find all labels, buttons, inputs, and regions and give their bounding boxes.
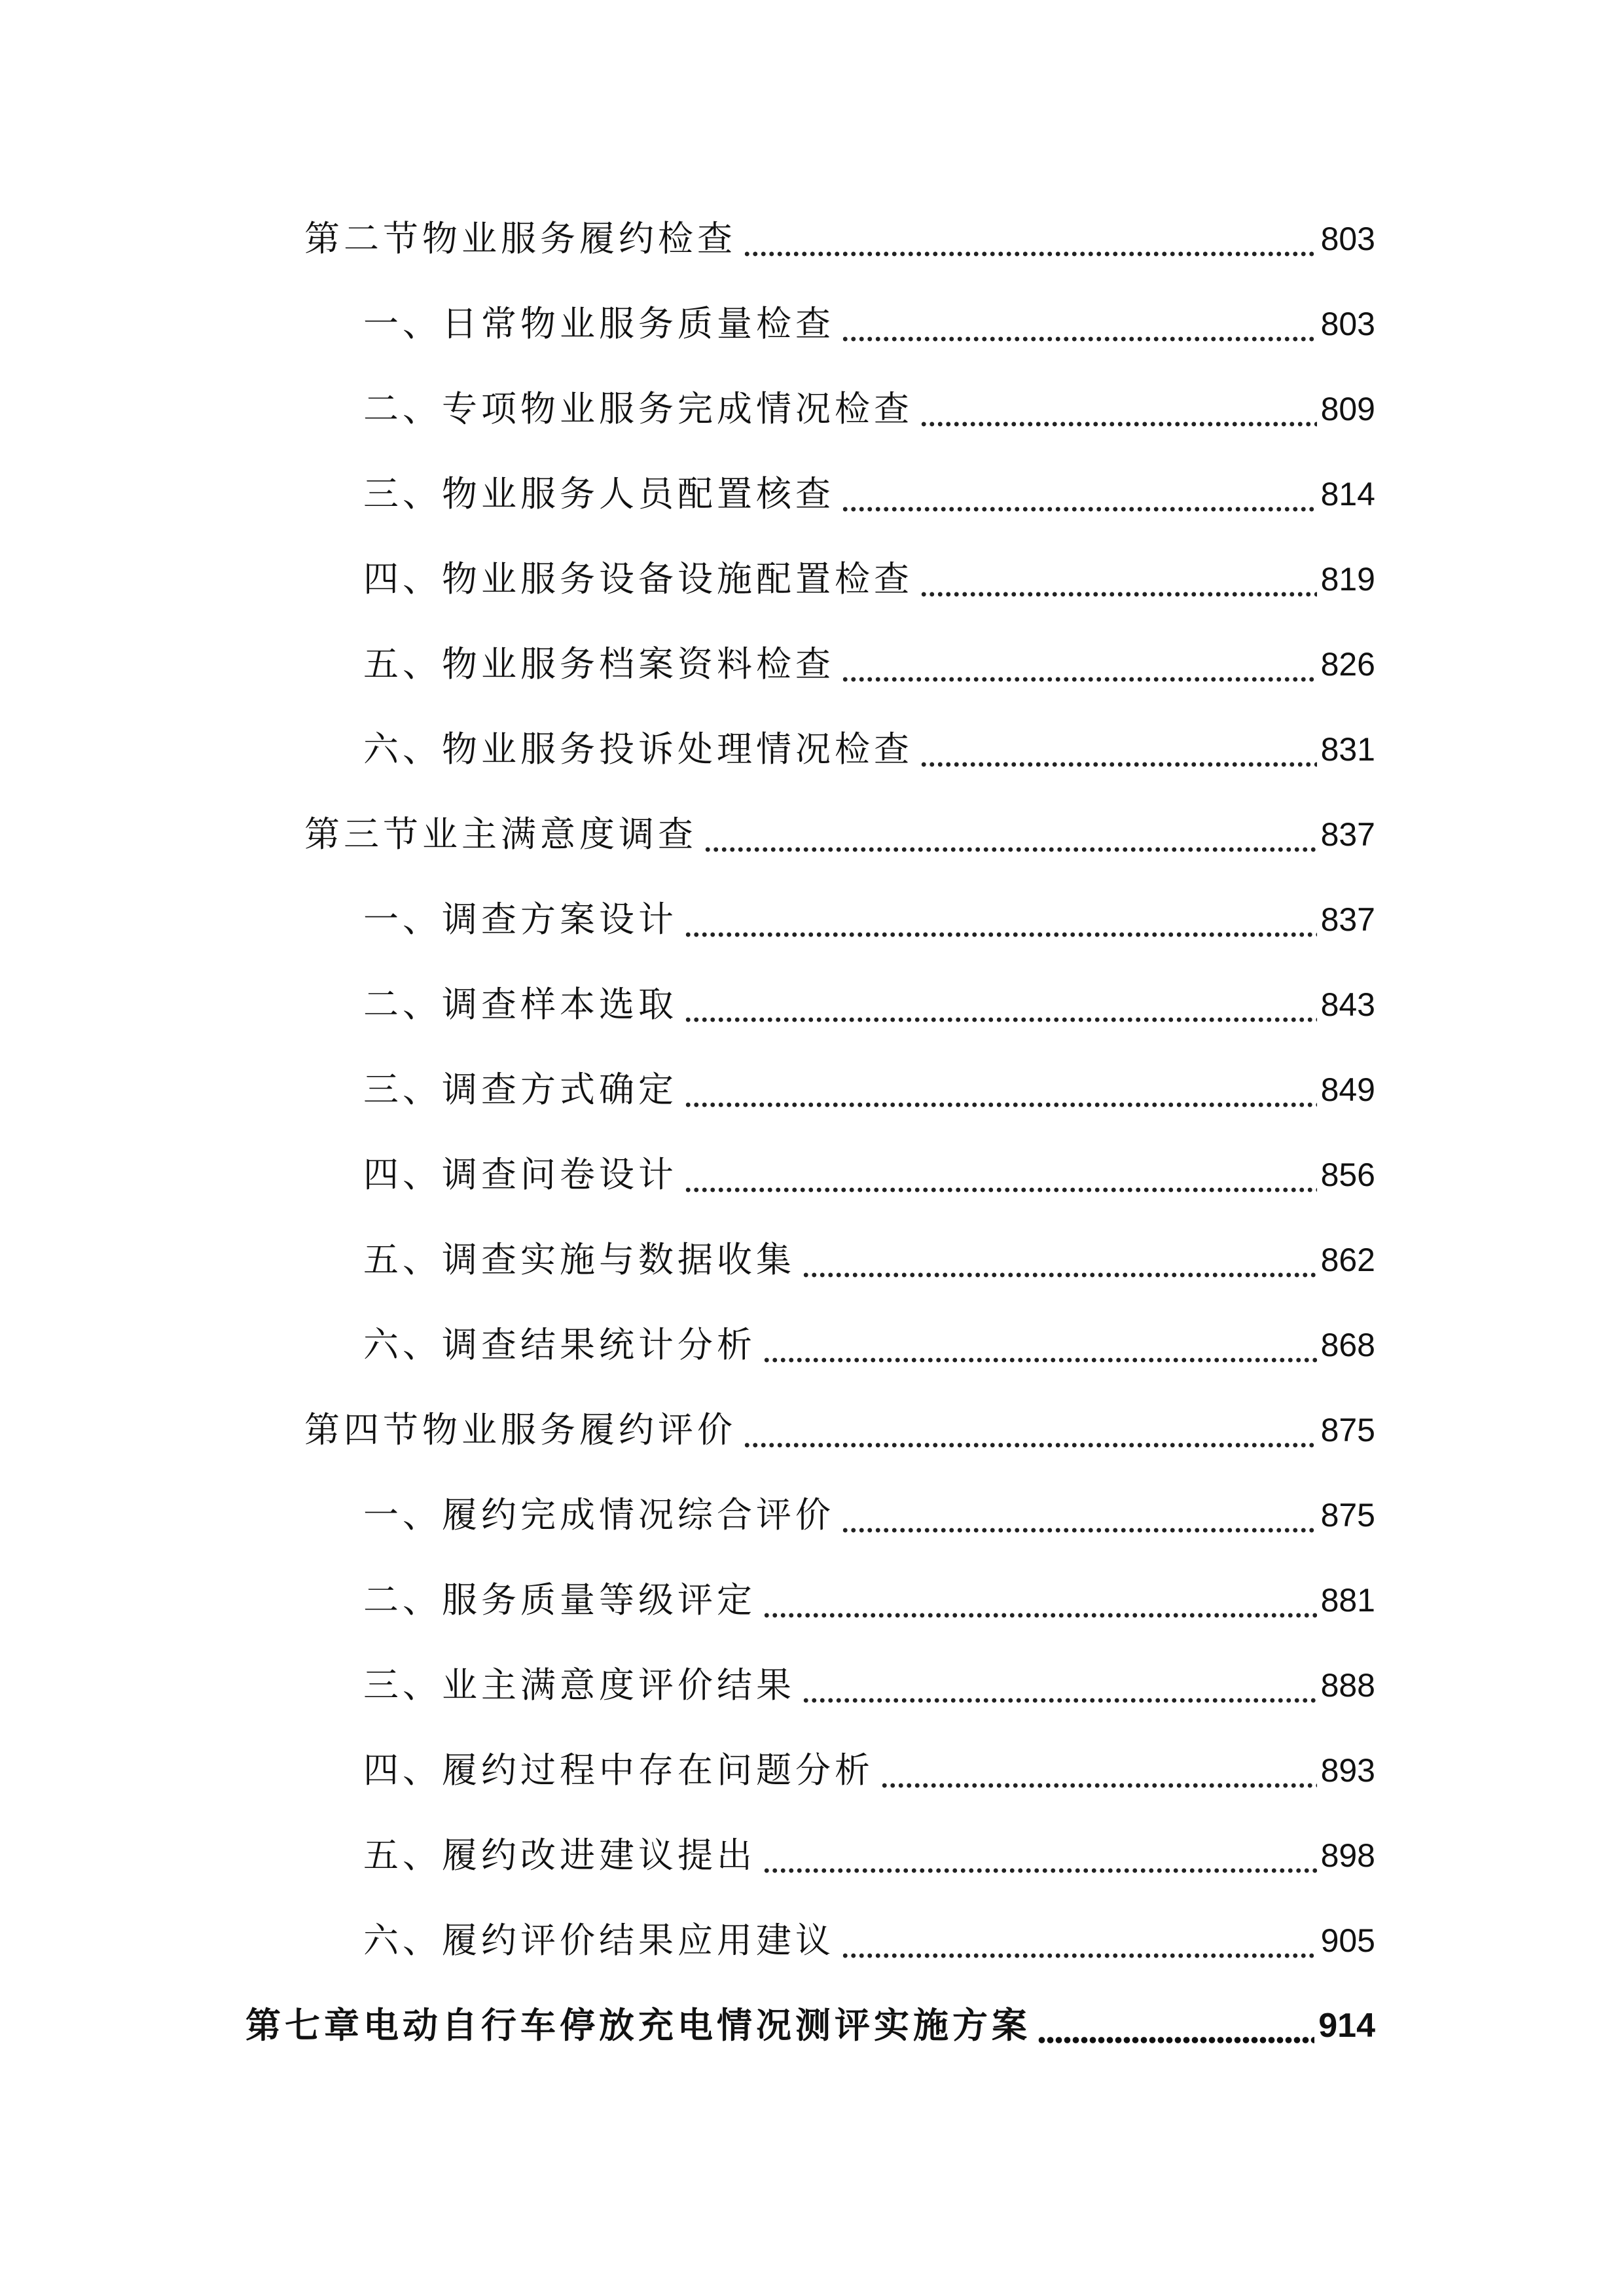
toc-entry-section[interactable] — [304, 1404, 1375, 1456]
toc-entry-page-number: 881 — [1320, 1582, 1375, 1619]
toc-entry-page-number: 814 — [1320, 476, 1375, 512]
toc-entry-page-number: 837 — [1320, 816, 1375, 853]
dot-leader — [920, 553, 1317, 605]
toc-entry-item[interactable] — [363, 468, 1375, 520]
dot-leader — [802, 1234, 1317, 1286]
toc-entry-item[interactable] — [363, 978, 1375, 1031]
toc-entry-page-number: 843 — [1320, 986, 1375, 1023]
dot-leader — [1038, 2000, 1314, 2052]
toc-entry-title: 二、调查样本选取 — [363, 984, 677, 1025]
toc-entry-title: 第三节业主满意度调查 — [304, 814, 697, 855]
toc-entry-page-number: 875 — [1320, 1497, 1375, 1534]
toc-entry-title: 三、物业服务人员配置核查 — [363, 473, 835, 514]
toc-entry-page-number: 803 — [1320, 221, 1375, 257]
toc-entry-page-number: 862 — [1320, 1242, 1375, 1278]
toc-entry-title: 一、日常物业服务质量检查 — [363, 303, 835, 344]
toc-entry-title: 一、履约完成情况综合评价 — [363, 1494, 835, 1535]
dot-leader — [880, 1744, 1317, 1797]
toc-entry-title: 四、物业服务设备设施配置检查 — [363, 558, 913, 600]
toc-entry-section[interactable] — [304, 213, 1375, 265]
toc-entry-title: 二、专项物业服务完成情况检查 — [363, 388, 913, 429]
toc-entry-title: 五、履约改进建议提出 — [363, 1835, 756, 1876]
toc-entry-page-number: 856 — [1320, 1157, 1375, 1193]
toc-entry-page-number: 826 — [1320, 646, 1375, 683]
toc-entry-item[interactable] — [363, 383, 1375, 435]
toc-entry-page-number: 914 — [1318, 2007, 1375, 2045]
toc-entry-title: 五、物业服务档案资料检查 — [363, 643, 835, 685]
toc-entry-item[interactable] — [363, 1744, 1375, 1797]
toc-entry-page-number: 905 — [1320, 1922, 1375, 1959]
toc-entry-title: 三、调查方式确定 — [363, 1069, 677, 1110]
dot-leader — [841, 1489, 1317, 1541]
toc-entry-item[interactable] — [363, 893, 1375, 946]
toc-entry-item[interactable] — [363, 1659, 1375, 1712]
toc-entry-item[interactable] — [363, 1574, 1375, 1626]
dot-leader — [841, 1914, 1317, 1967]
dot-leader — [802, 1659, 1317, 1712]
dot-leader — [684, 1149, 1317, 1201]
dot-leader — [684, 978, 1317, 1031]
toc-entry-title: 六、调查结果统计分析 — [363, 1324, 756, 1365]
toc-entry-page-number: 849 — [1320, 1071, 1375, 1108]
toc-entry-title: 六、履约评价结果应用建议 — [363, 1920, 835, 1961]
dot-leader — [920, 723, 1317, 776]
dot-leader — [763, 1319, 1317, 1371]
dot-leader — [841, 468, 1317, 520]
dot-leader — [920, 383, 1317, 435]
toc-entry-page-number: 803 — [1320, 306, 1375, 342]
toc-entry-item[interactable] — [363, 298, 1375, 350]
toc-entry-title: 六、物业服务投诉处理情况检查 — [363, 728, 913, 770]
toc-entry-item[interactable] — [363, 1064, 1375, 1116]
dot-leader — [743, 1404, 1317, 1456]
toc-entry-page-number: 893 — [1320, 1752, 1375, 1789]
dot-leader — [684, 1064, 1317, 1116]
dot-leader — [841, 638, 1317, 691]
dot-leader — [704, 808, 1317, 861]
toc-entry-item[interactable] — [363, 1914, 1375, 1967]
dot-leader — [743, 213, 1317, 265]
toc-entry-title: 四、调查问卷设计 — [363, 1154, 677, 1195]
toc-entry-section[interactable] — [304, 808, 1375, 861]
toc-entry-page-number: 898 — [1320, 1837, 1375, 1874]
toc-entry-page-number: 819 — [1320, 561, 1375, 598]
toc-entry-page-number: 831 — [1320, 731, 1375, 768]
toc-entry-title: 二、服务质量等级评定 — [363, 1579, 756, 1621]
toc-entry-page-number: 837 — [1320, 901, 1375, 938]
toc-entry-page-number: 888 — [1320, 1667, 1375, 1704]
toc-entry-item[interactable] — [363, 723, 1375, 776]
toc-entry-title: 第四节物业服务履约评价 — [304, 1409, 736, 1450]
dot-leader — [684, 893, 1317, 946]
toc-entry-title: 三、业主满意度评价结果 — [363, 1664, 795, 1706]
toc-entry-item[interactable] — [363, 1489, 1375, 1541]
toc-entry-item[interactable] — [363, 1319, 1375, 1371]
toc-entry-title: 五、调查实施与数据收集 — [363, 1239, 795, 1280]
toc-entry-chapter[interactable] — [245, 2000, 1375, 2052]
dot-leader — [763, 1829, 1317, 1882]
toc-entry-title: 一、调查方案设计 — [363, 899, 677, 940]
toc-entry-page-number: 868 — [1320, 1327, 1375, 1363]
toc-entry-title: 第七章电动自行车停放充电情况测评实施方案 — [245, 2005, 1031, 2046]
toc-entry-title: 第二节物业服务履约检查 — [304, 218, 736, 259]
toc-entry-page-number: 809 — [1320, 391, 1375, 427]
toc-entry-item[interactable] — [363, 1829, 1375, 1882]
toc-entry-item[interactable] — [363, 1149, 1375, 1201]
toc-entry-item[interactable] — [363, 638, 1375, 691]
toc-entry-page-number: 875 — [1320, 1412, 1375, 1448]
toc-entry-title: 四、履约过程中存在问题分析 — [363, 1749, 874, 1791]
dot-leader — [841, 298, 1317, 350]
toc-entry-item[interactable] — [363, 1234, 1375, 1286]
dot-leader — [763, 1574, 1317, 1626]
toc-entry-item[interactable] — [363, 553, 1375, 605]
